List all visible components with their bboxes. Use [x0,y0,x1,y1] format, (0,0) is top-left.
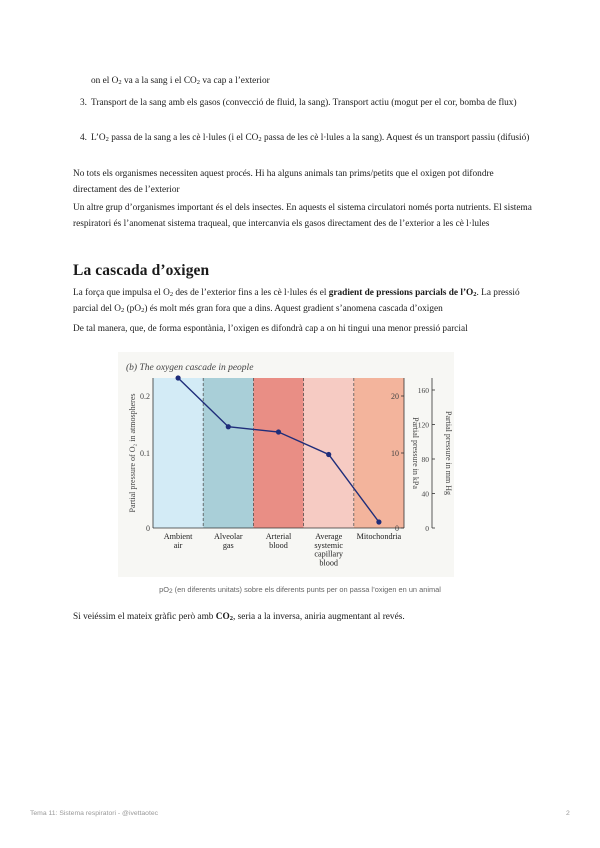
paragraph-organisms: No tots els organismes necessiten aquest procés. Hi ha alguns animals tan prims/petits que el oxigen pot difondre directament des de l’exterior [73,169,494,195]
text-fragment: des de l’exterior fins a les cè l·lules és el [173,288,329,298]
subscript: 2 [121,307,125,314]
intro-line [91,73,531,89]
y-left-axis-label: Partial pressure of O₂ in atmospheres [128,393,137,513]
bold-term: gradient de pressions parcials de l’O [328,288,474,298]
list-text [91,130,531,146]
text-fragment: va a la sang i el CO [121,76,197,86]
paragraph-force [73,285,533,317]
data-point-5 [376,519,381,524]
category-label-line: gas [222,540,234,550]
text-fragment: va cap a l’exterior [200,76,270,86]
text-fragment: passa de les cè l·lules a la sang). Aquest és un transport passiu (difusió) [261,133,530,143]
subscript: 2 [168,588,173,595]
y-outer-tick-label: 80 [421,455,429,464]
y-left-tick-label: 0 [146,524,150,533]
paragraph-insects: Un altre grup d’organismes important és el dels insectes. En aquests el sistema circulatori només porta nutrients. El sistema respiratori és l’anomenat sistema traqueal, que intercanvia els gasos directament des de l’exterior a les cè l·lules [73,203,532,229]
oxygen-cascade-figure [118,352,454,577]
data-point-2 [226,424,231,429]
category-label-line: air [173,540,183,550]
list-text: Transport de la sang amb els gasos (convecció de fluid, la sang). Transport actiu (mogut per el cor, bomba de flux) [91,98,517,108]
zone-1 [153,378,203,528]
category-label-line: Arterial [265,532,292,541]
y-outer-tick-label: 40 [421,489,429,499]
text-fragment: L’O [91,133,106,143]
y-left-tick-label: 0.1 [140,449,150,458]
figure-caption [0,585,600,594]
text-fragment: (en diferents unitats) sobre els diferents punts per on passa l’oxigen en un animal [172,585,441,594]
subscript: 2 [141,307,145,314]
page-number: 2 [566,810,570,817]
zone-2 [203,378,253,528]
text-fragment: Si veiéssim el mateix gràfic però amb [73,612,216,622]
category-label-line: Mitochondria [356,532,402,541]
category-label [214,532,243,550]
list-number: 3. [80,98,87,108]
paragraph-spontaneous: De tal manera, que, de forma espontània, l’oxigen es difondrà cap a on hi tingui una menor pressió parcial [73,324,468,334]
subscript: 2 [196,79,201,86]
subscript: 2 [473,291,477,298]
y-right-axis-label: Partial pressure in kPa [411,417,420,489]
y-right-tick-label: 20 [391,392,399,401]
subscript: 2 [105,136,109,143]
text-fragment: , seria a la inversa, aniria augmentant al revés. [232,612,405,622]
y-right-tick-label: 0 [395,524,399,533]
y-outer-tick-label: 0 [425,524,429,533]
figure-title: (b) The oxygen cascade in people [126,363,254,373]
data-point-4 [326,452,331,457]
data-point-3 [276,429,281,434]
category-label-line: blood [319,558,339,568]
zone-3 [253,378,303,528]
y-outer-tick-label: 120 [417,420,429,430]
y-outer-axis-label: Partial pressure in mm Hg [444,411,453,495]
data-point-1 [176,375,181,380]
subscript: 2 [258,136,262,143]
section-title: La cascada d’oxigen [73,262,210,279]
y-left-tick-label: 0.2 [140,392,150,401]
text-fragment: . La pressió parcial del O [73,288,520,314]
footer-title: Tema 11: Sistema respiratori - @ivettaotec [30,810,159,817]
category-label [314,532,344,567]
list-number: 4. [80,133,87,143]
y-right-tick-label: 10 [391,449,399,458]
category-label [266,532,292,550]
category-label-line: blood [269,540,288,550]
oxygen-cascade-chart [118,352,454,577]
text-fragment: pO [159,585,169,594]
category-label-line: Average [315,532,343,541]
paragraph-co2 [73,609,533,625]
category-label-line: Ambient [163,532,193,541]
text-fragment: passa de la sang a les cè l·lules (i el CO [108,133,259,143]
y-outer-tick-label: 160 [417,386,429,395]
category-label-line: Alveolar [213,532,243,541]
bold-term: CO [215,612,230,622]
subscript: 2 [229,615,233,622]
text-fragment: ) és molt més gran fora que a dins. Aquest gradient s’anomena cascada d’oxigen [144,304,443,314]
category-label [357,532,402,541]
category-label [164,532,193,550]
text-fragment: La força que impulsa el O [73,288,170,298]
category-label-line: capillary [314,549,344,559]
text-fragment: on el O [91,76,119,86]
category-label-line: systemic [314,540,344,550]
text-fragment: (pO [124,304,142,314]
subscript: 2 [118,79,122,86]
subscript: 2 [169,291,174,298]
